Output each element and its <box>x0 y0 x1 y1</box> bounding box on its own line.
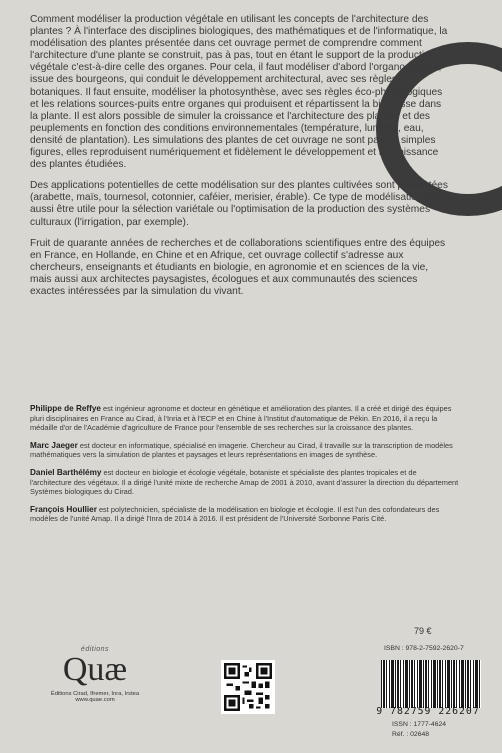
barcode-number: 9 782759 226207 <box>376 706 480 717</box>
publisher-brand: Quæ <box>62 651 128 688</box>
author-bios <box>30 404 460 532</box>
author-bio: François Houllier est polytechnicien, spécialiste de la modélisation en biologie et écologie. Il est l'un des cofondateurs des modèles de l'unité Amap. Il a dirigé l'Inra de 2014 à 2016. Il est président de l'Université Sorbonne Paris Cité. <box>30 504 440 524</box>
publisher-editions-label: éditions <box>80 646 110 653</box>
summary-paragraph-1: Comment modéliser la production végétale en utilisant les concepts de l'architecture des plantes ? À l'interface des disciplines biologiques, des mathématiques et de l'informatique, la modélisation des plantes présentée dans cet ouvrage permet de comprendre comment l'architecture d'une plante se construit, pas à pas, tout en étant le support de la production végétale c'est-à-dire celle des organes. Pour cela, il faut modéliser d'abord l'organogénèse, issue des bourgeons, qui conduit le développement architectural, avec ses règles botaniques. Il faut ensuite, modéliser la photosynthèse, avec ses règles éco-physiologiques et les relations sources-puits entre organes qui produisent et répartissent la biomasse dans la plante. Il est alors possible de simuler la croissance et l'architecture des plantes et des peuplements en fonction des conditions environnementales (température, lumière, eau, densité de plantation). Les simulations des plantes de cet ouvrage ne sont pas de simples figures, elles reproduisent numériquement et fidèlement le développement et la croissance des plantes étudiées. <box>30 14 448 171</box>
author-bio: Daniel Barthélémy est docteur en biologie et écologie végétale, botaniste et spécialiste des plantes tropicales et de l'architecture des végétaux. Il a dirigé l'unité mixte de recherche Amap de 2001 à 2010, avant d'assurer la direction du département Systèmes biologiques du Cirad. <box>30 467 459 497</box>
qr-code-icon <box>221 660 275 714</box>
publisher-subtitle: Éditions Cirad, Ifremer, Inra, Irstea <box>50 691 140 697</box>
author-name: Marc Jaeger <box>30 440 78 450</box>
barcode-icon <box>381 660 481 708</box>
summary-paragraph-3: Fruit de quarante années de recherches et de collaborations scientifiques entre des équipes en France, en Hollande, en Chine et en Afrique, cet ouvrage collectif s'adresse aux chercheurs, enseignants et étudiants en biologie, en agronomie et en sciences de la vie, mais aussi aux architectes paysagistes, écologues et aux communautés des sciences exactes intéressées par la simulation du vivant. <box>30 237 446 297</box>
author-name: Daniel Barthélémy <box>30 467 102 477</box>
issn: ISSN : 1777-4624 <box>392 721 447 728</box>
price: 79 € <box>414 626 432 636</box>
summary-text <box>30 14 450 307</box>
author-name: Philippe de Reffye <box>30 404 101 413</box>
publisher-logo <box>50 646 140 703</box>
author-bio: Marc Jaeger est docteur en informatique, spécialisé en imagerie. Chercheur au Cirad, il travaille sur la transcription de modèles mathématiques vers la simulation de plantes et paysages et leurs représentations en images de synthèse. <box>30 440 453 460</box>
author-name: François Houllier <box>30 504 97 514</box>
publisher-url: www.quae.com <box>75 697 115 703</box>
author-bio: Philippe de Reffye est ingénieur agronome et docteur en génétique et amélioration des plantes. Il a créé et dirigé des équipes pluri disciplinaires en France au Cirad, à l'Inria et à l'ECP et en Chine à l'Institut d'automatique de Pékin. En 2016, il a reçu la médaille d'or de l'Académie d'agriculture de France pour l'ensemble de ses recherches sur la croissance des plantes. <box>30 404 452 433</box>
reference-number: Réf. : 02648 <box>392 731 430 738</box>
isbn: ISBN : 978-2-7592-2620-7 <box>384 645 464 652</box>
summary-paragraph-2: Des applications potentielles de cette modélisation sur des plantes cultivées sont présentées (arabette, maïs, tournesol, cotonnier, caféier, merisier, érable). Ce type de modélisation peut aussi être utile pour la sélection variétale ou l'optimisation de la production des systèmes culturaux (l'irrigation, par exemple). <box>30 180 448 228</box>
